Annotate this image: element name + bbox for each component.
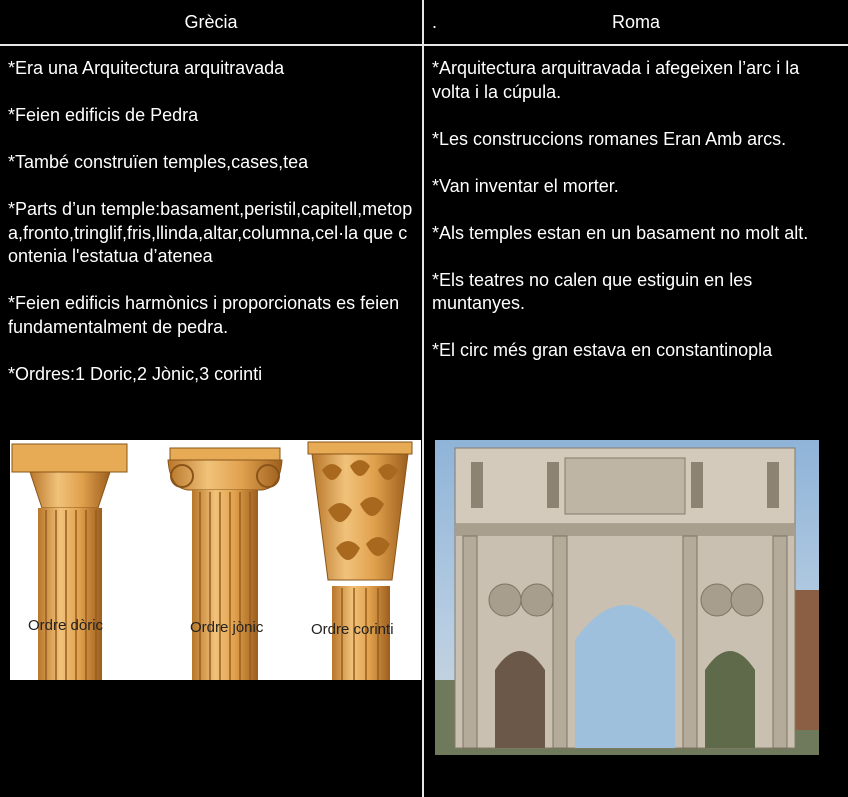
greece-item: *Ordres:1 Doric,2 Jònic,3 corinti — [8, 363, 263, 384]
greece-item: *Feien edificis harmònics i proporcionats es feien fundamentalment de pedra. — [8, 293, 400, 337]
doric-column — [12, 444, 127, 680]
rome-header-marker: . — [432, 12, 438, 32]
arch-of-constantine-image — [435, 440, 819, 755]
doric-label: Ordre dòric — [28, 617, 104, 634]
greece-item: *Feien edificis de Pedra — [8, 105, 199, 125]
greece-item: *Era una Arquitectura arquitravada — [8, 58, 285, 78]
greece-column — [8, 57, 413, 410]
roman-arch-illustration — [435, 440, 819, 755]
ionic-label: Ordre jònic — [190, 619, 264, 636]
corinthian-label: Ordre corinti — [311, 621, 394, 638]
ionic-column — [168, 448, 282, 680]
greece-item: *Parts d’un temple:basament,peristil,capitell,metopa,fronto,tringlif,fris,llinda,altar,columna,cel·la que contenia l'estatua d’atenea — [8, 199, 413, 266]
header-divider — [0, 44, 848, 46]
rome-item: *Les construccions romanes Eran Amb arcs. — [432, 128, 787, 149]
greece-item: *També construïen temples,cases,tea — [8, 152, 309, 172]
greek-orders-image — [10, 440, 421, 680]
greek-columns-illustration — [10, 440, 421, 680]
rome-item: *Van inventar el morter. — [432, 175, 619, 196]
corinthian-column — [308, 442, 412, 680]
rome-item: *Els teatres no calen que estiguin en les muntanyes. — [432, 269, 753, 313]
column-divider — [422, 0, 424, 797]
rome-item: *Arquitectura arquitravada i afegeixen l’arc i la volta i la cúpula. — [432, 58, 800, 102]
rome-column — [432, 57, 837, 386]
rome-item: *Als temples estan en un basament no molt alt. — [432, 222, 809, 243]
greece-header: Grècia — [184, 12, 238, 32]
rome-item: *El circ més gran estava en constantinopla — [432, 340, 773, 360]
rome-header: Roma — [611, 12, 660, 32]
